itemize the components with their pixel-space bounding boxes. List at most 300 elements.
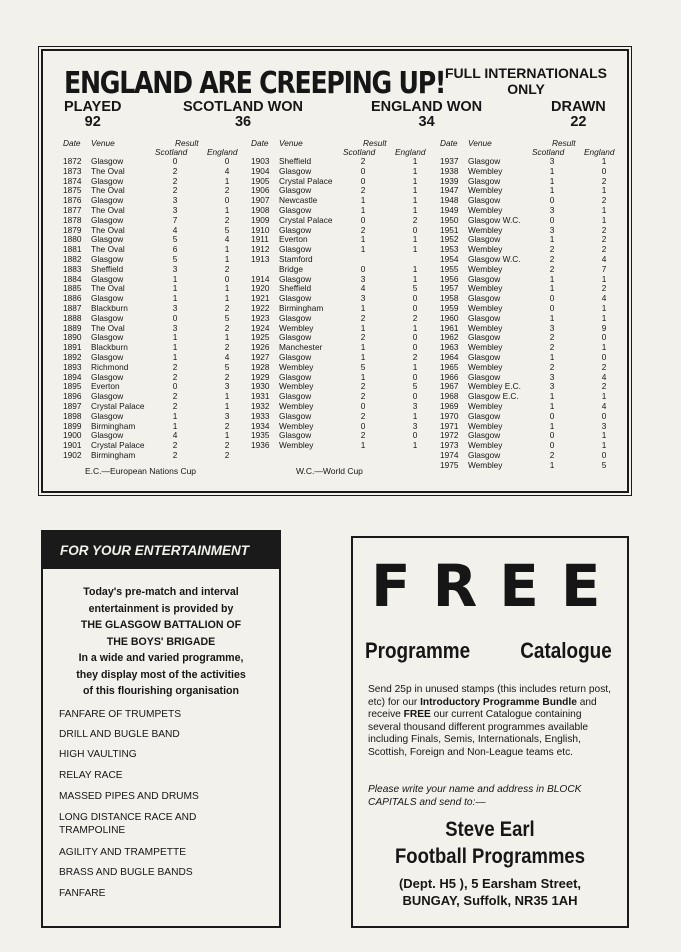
- advert-body: [368, 684, 616, 759]
- match-year: 1894: [63, 371, 82, 382]
- england-score: 0: [412, 332, 418, 343]
- scotland-score: 3: [549, 224, 555, 235]
- match-venue: Glasgow: [91, 214, 124, 225]
- match-venue: Wembley: [279, 420, 314, 431]
- result-row: [440, 363, 615, 373]
- result-row: [63, 226, 238, 236]
- free-heading: FREE: [371, 552, 623, 620]
- match-venue: Glasgow: [468, 371, 501, 382]
- match-venue: Glasgow: [91, 410, 124, 421]
- match-year: 1895: [63, 381, 82, 392]
- match-year: 1887: [63, 302, 82, 313]
- scotland-score: 2: [172, 440, 178, 451]
- scotland-score: 2: [172, 185, 178, 196]
- match-year: 1910: [251, 224, 270, 235]
- match-year: 1914: [251, 273, 270, 284]
- england-score: 4: [224, 165, 230, 176]
- scotland-score: 1: [549, 234, 555, 245]
- england-score: 1: [601, 204, 607, 215]
- england-score: 0: [224, 195, 230, 206]
- result-row: [251, 216, 431, 226]
- scotland-score: 1: [549, 175, 555, 186]
- england-score: 2: [601, 283, 607, 294]
- match-venue: Glasgow: [468, 156, 501, 166]
- match-venue: Wembley: [468, 361, 503, 372]
- match-year: 1959: [440, 302, 459, 313]
- result-row: [251, 324, 431, 334]
- england-score: 4: [224, 234, 230, 245]
- result-row: [440, 304, 615, 314]
- result-row: [63, 157, 238, 167]
- england-header: England: [207, 147, 238, 157]
- england-score: 1: [412, 175, 418, 186]
- match-venue: Glasgow: [279, 312, 312, 323]
- entertainment-panel: [41, 530, 281, 928]
- result-row: [440, 196, 615, 206]
- england-score: 1: [412, 204, 418, 215]
- bundle-text: Introductory Programme Bundle: [420, 696, 577, 708]
- scotland-score: 1: [172, 410, 178, 421]
- match-venue: Everton: [91, 381, 120, 392]
- match-venue: Glasgow W.C.: [468, 214, 521, 225]
- scotland-score: 2: [360, 391, 366, 402]
- match-year: 1937: [440, 156, 459, 166]
- match-venue: Everton: [279, 234, 308, 245]
- england-header: England: [395, 147, 426, 157]
- england-score: 2: [601, 224, 607, 235]
- result-row: [63, 196, 238, 206]
- match-year: 1884: [63, 273, 82, 284]
- entertainment-item: HIGH VAULTING: [59, 749, 137, 760]
- england-score: 1: [412, 410, 418, 421]
- result-row: [63, 265, 238, 275]
- match-venue: Sheffield: [91, 263, 124, 274]
- result-row: [251, 431, 431, 441]
- scotland-score: 4: [172, 224, 178, 235]
- match-venue: Wembley: [468, 244, 503, 255]
- england-score: 2: [224, 449, 230, 460]
- scotland-score: 2: [172, 449, 178, 460]
- england-score: 5: [224, 224, 230, 235]
- scotland-score: 2: [172, 371, 178, 382]
- result-row: [251, 157, 431, 167]
- match-venue: Wembley: [468, 263, 503, 274]
- scotland-score: 1: [360, 342, 366, 353]
- match-venue: Wembley: [279, 381, 314, 392]
- scotland-score: 2: [172, 175, 178, 186]
- match-venue: Crystal Palace: [279, 214, 333, 225]
- match-year: 1975: [440, 459, 459, 470]
- match-venue: Glasgow: [468, 234, 501, 245]
- match-year: 1899: [63, 420, 82, 431]
- match-venue: Glasgow: [468, 351, 501, 362]
- match-year: 1969: [440, 400, 459, 411]
- match-year: 1974: [440, 449, 459, 460]
- entertainment-item: AGILITY AND TRAMPETTE: [59, 847, 186, 858]
- result-row: [440, 461, 615, 471]
- scotland-score: 3: [360, 273, 366, 284]
- england-score: 1: [601, 302, 607, 313]
- match-year: 1889: [63, 322, 82, 333]
- match-year: 1906: [251, 185, 270, 196]
- match-venue: The Oval: [91, 204, 125, 215]
- result-row: [63, 284, 238, 294]
- england-score: 0: [601, 449, 607, 460]
- match-year: 1885: [63, 283, 82, 294]
- scotland-score: 1: [172, 273, 178, 284]
- england-score: 5: [224, 361, 230, 372]
- scotland-score: 2: [549, 332, 555, 343]
- match-venue: The Oval: [91, 283, 125, 294]
- match-year: 1896: [63, 391, 82, 402]
- intro-line: Today's pre-match and interval: [83, 586, 239, 598]
- result-row: [251, 382, 431, 392]
- result-row: [251, 343, 431, 353]
- match-year: 1933: [251, 410, 270, 421]
- england-score: 1: [412, 156, 418, 166]
- scotland-score: 3: [360, 293, 366, 304]
- result-row: [440, 333, 615, 343]
- result-row: [440, 441, 615, 451]
- scotland-header: Scotland: [532, 147, 565, 157]
- match-year: 1938: [440, 165, 459, 176]
- stat-value: 22: [570, 114, 587, 130]
- match-year: 1931: [251, 391, 270, 402]
- match-venue: Glasgow: [279, 410, 312, 421]
- result-row: [251, 402, 431, 412]
- england-score: 0: [412, 293, 418, 304]
- scotland-score: 0: [549, 440, 555, 451]
- match-venue: Glasgow: [91, 293, 124, 304]
- venue-header: Venue: [468, 138, 492, 148]
- result-header: Result: [552, 138, 576, 148]
- england-score: 1: [412, 322, 418, 333]
- result-row: [63, 235, 238, 245]
- scotland-score: 1: [172, 293, 178, 304]
- england-score: 1: [601, 342, 607, 353]
- result-row: [63, 294, 238, 304]
- match-venue: Wembley E.C.: [468, 381, 521, 392]
- england-score: 2: [601, 361, 607, 372]
- match-year: 1907: [251, 195, 270, 206]
- england-score: 1: [601, 214, 607, 225]
- result-row: [440, 157, 615, 167]
- result-row: [251, 422, 431, 432]
- match-year: 1875: [63, 185, 82, 196]
- scotland-score: 1: [549, 351, 555, 362]
- match-year: 1909: [251, 214, 270, 225]
- match-venue: Wembley: [279, 440, 314, 451]
- england-score: 1: [601, 312, 607, 323]
- match-venue: Wembley: [468, 185, 503, 196]
- result-row: [251, 333, 431, 343]
- result-row: [440, 343, 615, 353]
- match-venue: Wembley: [468, 420, 503, 431]
- scotland-score: 0: [360, 400, 366, 411]
- match-year: 1904: [251, 165, 270, 176]
- match-year: 1952: [440, 234, 459, 245]
- intro-line: of this flourishing organisation: [83, 685, 239, 697]
- scotland-score: 2: [360, 312, 366, 323]
- scotland-score: 1: [360, 322, 366, 333]
- scotland-score: 0: [360, 214, 366, 225]
- result-row: [251, 441, 431, 451]
- match-venue: Birmingham: [279, 302, 324, 313]
- result-row: [63, 402, 238, 412]
- match-venue: Glasgow: [279, 273, 312, 284]
- match-year: 1932: [251, 400, 270, 411]
- match-venue: Glasgow W.C.: [468, 253, 521, 264]
- date-header: Date: [251, 138, 269, 148]
- scotland-score: 3: [172, 322, 178, 333]
- match-year: 1936: [251, 440, 270, 451]
- match-venue: Glasgow: [279, 165, 312, 176]
- match-year: 1930: [251, 381, 270, 392]
- result-row: [63, 324, 238, 334]
- match-venue: Glasgow: [91, 430, 124, 441]
- match-year: 1903: [251, 156, 270, 166]
- match-year: 1951: [440, 224, 459, 235]
- subhead-line1: FULL INTERNATIONALS: [444, 65, 608, 81]
- england-score: 2: [412, 214, 418, 225]
- england-score: 2: [224, 214, 230, 225]
- results-subhead: [441, 65, 611, 97]
- result-row: [251, 167, 431, 177]
- match-venue: The Oval: [91, 322, 125, 333]
- scotland-score: 6: [172, 244, 178, 255]
- england-score: 5: [601, 459, 607, 470]
- england-score: 2: [601, 175, 607, 186]
- england-score: 4: [224, 351, 230, 362]
- intro-line: entertainment is provided by: [88, 602, 234, 615]
- stat-label: PLAYED: [64, 99, 122, 115]
- match-venue: Glasgow: [468, 410, 501, 421]
- result-row: [63, 333, 238, 343]
- england-score: 4: [601, 371, 607, 382]
- result-row: [251, 294, 431, 304]
- scotland-score: 0: [549, 302, 555, 313]
- match-year: 1872: [63, 156, 82, 166]
- result-row: [440, 431, 615, 441]
- match-year: 1928: [251, 361, 270, 372]
- entertainment-item: MASSED PIPES AND DRUMS: [59, 791, 199, 802]
- result-row: [63, 382, 238, 392]
- match-venue: Glasgow: [279, 224, 312, 235]
- match-year: 1950: [440, 214, 459, 225]
- scotland-score: 1: [549, 185, 555, 196]
- match-year: 1960: [440, 312, 459, 323]
- england-score: 3: [412, 420, 418, 431]
- match-venue: Glasgow: [91, 312, 124, 323]
- entertainment-item: DRILL AND BUGLE BAND: [59, 729, 180, 740]
- result-row: [440, 255, 615, 265]
- match-year: 1948: [440, 195, 459, 206]
- england-score: 1: [412, 273, 418, 284]
- england-header: England: [584, 147, 615, 157]
- match-year: 1891: [63, 342, 82, 353]
- result-row: [63, 206, 238, 216]
- england-score: 4: [601, 400, 607, 411]
- scotland-score: 0: [549, 214, 555, 225]
- match-venue: Wembley: [468, 283, 503, 294]
- england-score: 1: [412, 244, 418, 255]
- england-score: 1: [412, 185, 418, 196]
- scotland-score: 3: [172, 263, 178, 274]
- england-score: 3: [412, 400, 418, 411]
- scotland-score: 1: [549, 420, 555, 431]
- match-year: 1926: [251, 342, 270, 353]
- result-row: [440, 186, 615, 196]
- match-venue: Glasgow: [91, 175, 124, 186]
- match-year: 1893: [63, 361, 82, 372]
- match-venue: The Oval: [91, 224, 125, 235]
- scotland-score: 2: [549, 449, 555, 460]
- scotland-score: 3: [172, 302, 178, 313]
- match-year: 1947: [440, 185, 459, 196]
- england-score: 2: [601, 244, 607, 255]
- result-row: [440, 226, 615, 236]
- scotland-score: 0: [360, 263, 366, 274]
- match-year: 1898: [63, 410, 82, 421]
- match-venue: Glasgow: [468, 332, 501, 343]
- match-year: 1970: [440, 410, 459, 421]
- result-row: [440, 324, 615, 334]
- result-row: [440, 235, 615, 245]
- result-header: Result: [363, 138, 387, 148]
- scotland-score: 1: [172, 420, 178, 431]
- send-text: Send 25p in unused stamps (this includes return post, etc) for our: [368, 684, 611, 708]
- scotland-score: 1: [360, 440, 366, 451]
- result-row: [63, 275, 238, 285]
- match-year: 1935: [251, 430, 270, 441]
- stat-value: 92: [84, 114, 101, 130]
- match-venue: Sheffield: [279, 283, 312, 294]
- match-year: 1934: [251, 420, 270, 431]
- result-row: [251, 177, 431, 187]
- match-venue: Wembley: [468, 165, 503, 176]
- match-venue: Glasgow: [279, 293, 312, 304]
- scotland-score: 3: [549, 322, 555, 333]
- match-venue: The Oval: [91, 185, 125, 196]
- scotland-score: 1: [549, 283, 555, 294]
- intro-line: In a wide and varied programme,: [78, 652, 244, 664]
- programme-catalogue-heading: [365, 638, 612, 664]
- england-score: 2: [601, 234, 607, 245]
- result-row: [63, 245, 238, 255]
- scotland-score: 2: [360, 381, 366, 392]
- scotland-score: 0: [172, 381, 178, 392]
- match-year: 1912: [251, 244, 270, 255]
- match-venue: Glasgow: [91, 273, 124, 284]
- match-venue: Bridge: [279, 263, 303, 274]
- england-score: 1: [224, 430, 230, 441]
- england-score: 0: [412, 391, 418, 402]
- stat-played: [64, 100, 121, 130]
- result-row: [251, 245, 431, 255]
- scotland-score: 5: [172, 234, 178, 245]
- intro-line: THE BOYS' BRIGADE: [106, 635, 216, 648]
- england-score: 2: [224, 371, 230, 382]
- venue-header: Venue: [91, 138, 115, 148]
- scotland-score: 2: [172, 400, 178, 411]
- match-venue: Crystal Palace: [91, 400, 145, 411]
- match-venue: Stamford: [279, 253, 313, 264]
- england-score: 4: [601, 253, 607, 264]
- match-year: 1921: [251, 293, 270, 304]
- england-score: 1: [224, 244, 230, 255]
- scotland-score: 1: [549, 459, 555, 470]
- match-venue: Crystal Palace: [91, 440, 145, 451]
- scotland-score: 3: [549, 381, 555, 392]
- match-venue: Glasgow: [91, 253, 124, 264]
- result-row: [251, 314, 431, 324]
- scotland-header: Scotland: [155, 147, 188, 157]
- advert-company: Football Programmes: [395, 845, 585, 868]
- england-score: 0: [412, 371, 418, 382]
- england-score: 2: [224, 440, 230, 451]
- england-score: 9: [601, 322, 607, 333]
- send-text: and receive: [368, 696, 597, 720]
- england-score: 1: [412, 234, 418, 245]
- match-venue: Wembley: [468, 204, 503, 215]
- result-row: [63, 177, 238, 187]
- match-venue: Wembley: [279, 361, 314, 372]
- match-year: 1958: [440, 293, 459, 304]
- result-row: [440, 177, 615, 187]
- england-score: 5: [224, 312, 230, 323]
- match-venue: Glasgow E.C.: [468, 391, 519, 402]
- match-year: 1902: [63, 449, 82, 460]
- result-header: Result: [175, 138, 199, 148]
- match-year: 1962: [440, 332, 459, 343]
- result-row: [440, 167, 615, 177]
- result-row: [63, 412, 238, 422]
- match-venue: Glasgow: [91, 391, 124, 402]
- entertainment-item: BRASS AND BUGLE BANDS: [59, 867, 193, 878]
- stat-value: 34: [418, 114, 435, 130]
- match-venue: Wembley: [468, 400, 503, 411]
- match-year: 1908: [251, 204, 270, 215]
- match-venue: Glasgow: [91, 351, 124, 362]
- scotland-score: 0: [549, 195, 555, 206]
- match-venue: Glasgow: [468, 195, 501, 206]
- england-score: 4: [601, 293, 607, 304]
- entertainment-item: FANFARE: [59, 888, 106, 899]
- match-year: 1913: [251, 253, 270, 264]
- england-score: 1: [412, 361, 418, 372]
- result-row: [251, 363, 431, 373]
- scotland-score: 1: [549, 400, 555, 411]
- scotland-score: 1: [549, 391, 555, 402]
- scotland-score: 1: [360, 302, 366, 313]
- match-venue: Wembley: [468, 322, 503, 333]
- match-year: 1880: [63, 234, 82, 245]
- result-row: [63, 451, 238, 461]
- match-venue: Glasgow: [279, 430, 312, 441]
- england-score: 2: [224, 185, 230, 196]
- england-score: 1: [412, 263, 418, 274]
- england-score: 5: [412, 381, 418, 392]
- england-score: 1: [224, 175, 230, 186]
- result-row: [63, 255, 238, 265]
- england-score: 0: [412, 430, 418, 441]
- england-score: 1: [224, 391, 230, 402]
- result-row: [63, 422, 238, 432]
- match-venue: Glasgow: [279, 351, 312, 362]
- england-score: 2: [224, 322, 230, 333]
- result-row: [440, 402, 615, 412]
- match-year: 1911: [251, 234, 269, 245]
